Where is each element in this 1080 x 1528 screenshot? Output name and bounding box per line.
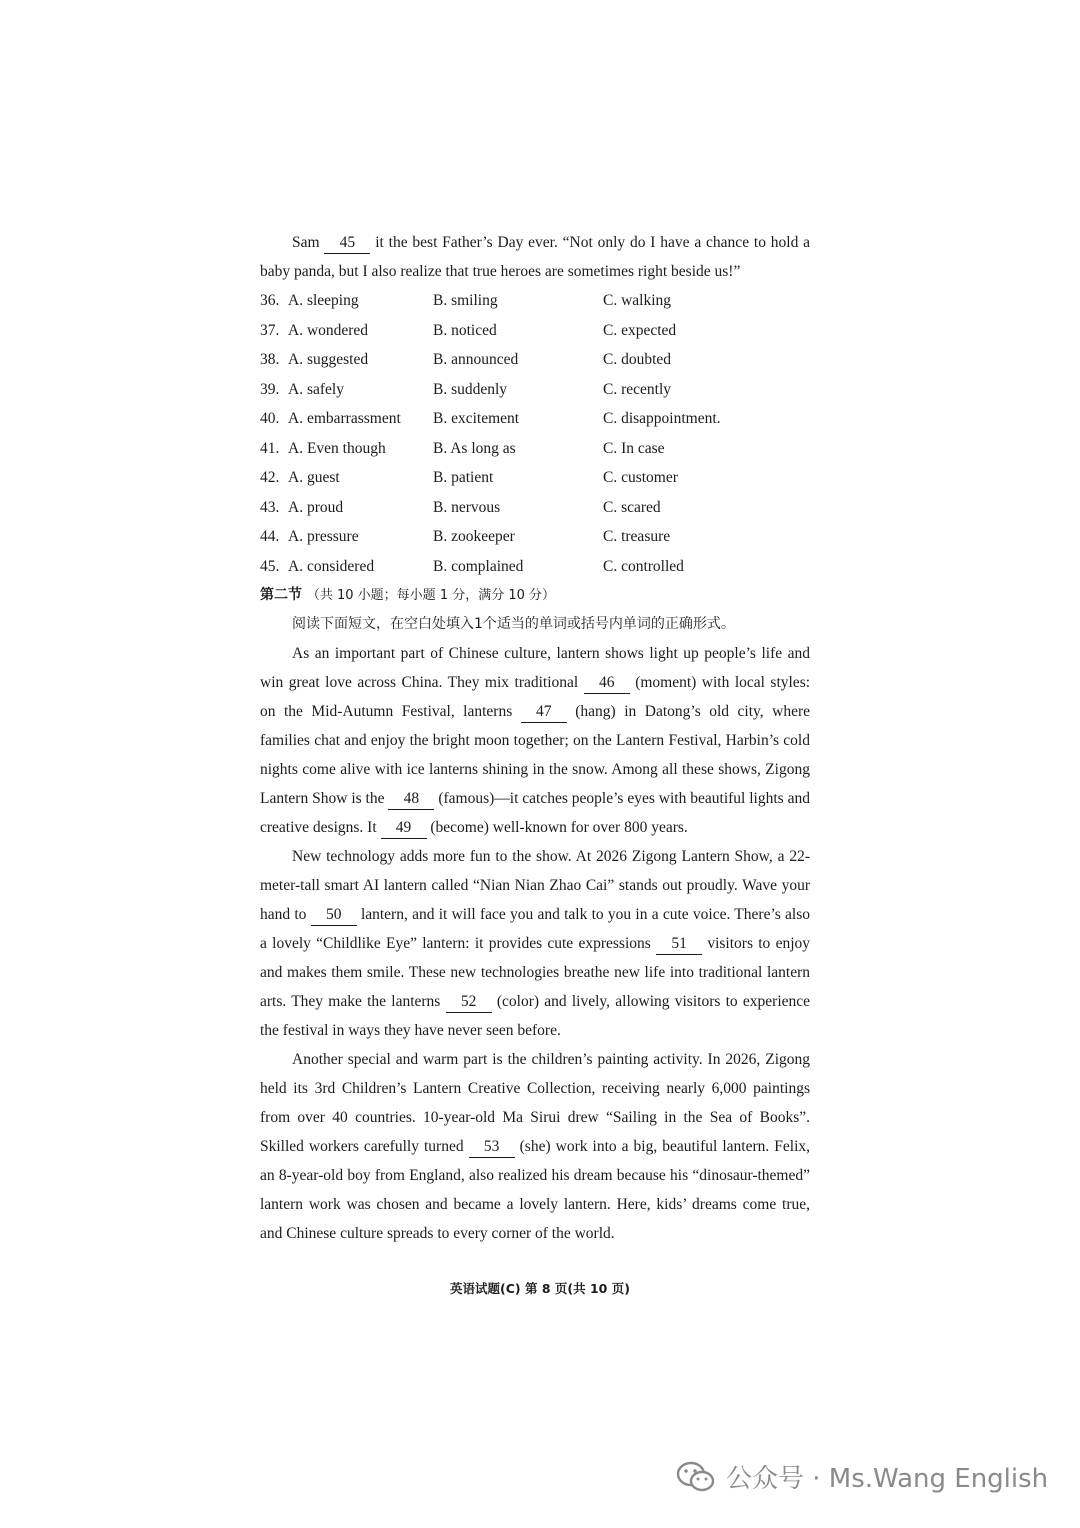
- option-c: C. customer: [603, 469, 678, 486]
- paragraph-3: [260, 1045, 810, 1248]
- blank-47: 47: [521, 702, 567, 723]
- option-c: C. disappointment.: [603, 410, 721, 427]
- option-c: C. expected: [603, 321, 677, 339]
- passage-text: it the best Father’s Day ever. “Not only do I have a chance to hold a baby panda, but I also realize that true heroes are sometimes right beside us!”: [260, 234, 811, 280]
- option-a: A. proud: [288, 498, 344, 516]
- option-c: C. recently: [603, 380, 672, 398]
- question-number: 37.: [260, 321, 280, 339]
- option-b: B. patient: [433, 469, 494, 486]
- question-number: 42.: [260, 469, 280, 486]
- option-a: A. considered: [288, 557, 375, 575]
- text: (color) and lively, allowing visitors to experience the festival in ways they have never seen before.: [260, 993, 811, 1039]
- question-number: 38.: [260, 351, 280, 368]
- passage-text: Sam: [292, 234, 320, 251]
- watermark-text: 公众号 · Ms.Wang English: [726, 1464, 1049, 1494]
- text: visitors to enjoy and makes them smile. These new technologies breathe new life into traditional lantern arts. They make the lanterns: [260, 935, 811, 1010]
- option-row: [260, 375, 810, 405]
- option-row: [260, 286, 810, 316]
- option-row: [260, 316, 810, 346]
- question-number: 36.: [260, 292, 280, 309]
- option-c: C. controlled: [603, 557, 684, 575]
- option-row: [260, 434, 810, 464]
- option-a: A. safely: [288, 380, 344, 398]
- option-row: [260, 404, 810, 434]
- option-c: C. treasure: [603, 528, 671, 545]
- text: (she) work into a big, beautiful lantern. Felix, an 8-year-old boy from England, also realized his dream because his “dinosaur-themed” lantern work was chosen and became a lovely lantern. Here, kids’ dreams come true, and Chinese culture spreads to every corner of the world.: [260, 1138, 811, 1242]
- option-b: B. As long as: [433, 439, 516, 457]
- option-b: B. noticed: [433, 321, 497, 339]
- text: (famous)—it catches people’s eyes with beautiful lights and creative designs. It: [260, 790, 810, 836]
- section-instruction: 阅读下面短文，在空白处填入1个适当的单词或括号内单词的正确形式。: [292, 616, 735, 632]
- paragraph-1: [260, 639, 810, 842]
- question-number: 43.: [260, 498, 280, 516]
- option-row: [260, 552, 810, 582]
- blank-50: 50: [311, 905, 357, 926]
- question-number: 41.: [260, 439, 280, 457]
- text: As an important part of Chinese culture, lantern shows light up people’s life and win great love across China. They mix traditional: [260, 645, 810, 691]
- option-c: C. In case: [603, 439, 665, 457]
- option-row: [260, 463, 810, 493]
- blank-45: 45: [324, 233, 370, 254]
- option-c: C. scared: [603, 498, 661, 516]
- blank-46: 46: [584, 673, 630, 694]
- option-c: C. doubted: [603, 351, 672, 368]
- text: lantern, and it will face you and talk to you in a cute voice. There’s also a lovely “Childlike Eye” lantern: it provides cute expressions: [260, 906, 810, 952]
- option-b: B. announced: [433, 351, 519, 368]
- section-heading: [260, 581, 810, 610]
- question-number: 44.: [260, 528, 280, 545]
- options-list: [260, 286, 810, 581]
- option-row: [260, 345, 810, 375]
- question-number: 40.: [260, 410, 280, 427]
- blank-51: 51: [656, 934, 702, 955]
- page-footer: 英语试题(C) 第 8 页(共 10 页): [450, 1281, 630, 1296]
- text: (moment) with local styles: on the Mid-Autumn Festival, lanterns: [260, 674, 811, 720]
- option-c: C. walking: [603, 292, 672, 309]
- option-b: B. complained: [433, 557, 524, 575]
- option-row: [260, 522, 810, 552]
- blank-52: 52: [446, 992, 492, 1013]
- question-number: 39.: [260, 380, 280, 398]
- text: (hang) in Datong’s old city, where families chat and enjoy the bright moon together; on the Lantern Festival, Harbin’s cold nights come alive with ice lanterns shining in the snow. Among all these shows, Zigong Lantern Show is the: [260, 703, 811, 807]
- section-note: （共 10 小题；每小题 1 分，满分 10 分）: [306, 588, 556, 603]
- section-title: 第二节: [260, 587, 302, 603]
- option-a: A. guest: [288, 469, 340, 486]
- option-a: A. embarrassment: [288, 410, 401, 427]
- text: (become) well-known for over 800 years.: [430, 819, 688, 836]
- question-number: 45.: [260, 557, 280, 575]
- option-a: A. suggested: [288, 351, 369, 368]
- blank-49: 49: [381, 818, 427, 839]
- paragraph-2: [260, 842, 810, 1045]
- option-b: B. smiling: [433, 292, 498, 309]
- exam-page: [260, 228, 810, 1248]
- passage-ending: [260, 228, 810, 286]
- text: Another special and warm part is the children’s painting activity. In 2026, Zigong held its 3rd Children’s Lantern Creative Collection, receiving nearly 6,000 paintings from over 40 countries. 10-year-old Ma Sirui drew “Sailing in the Sea of Books”. Skilled workers carefully turned: [260, 1051, 810, 1155]
- blank-53: 53: [469, 1137, 515, 1158]
- option-a: A. Even though: [288, 439, 386, 457]
- option-row: [260, 493, 810, 523]
- text: New technology adds more fun to the show. At 2026 Zigong Lantern Show, a 22-meter-tall smart AI lantern called “Nian Nian Zhao Cai” stands out proudly. Wave your hand to: [260, 848, 810, 923]
- option-b: B. suddenly: [433, 380, 508, 398]
- option-b: B. nervous: [433, 498, 501, 516]
- option-a: A. pressure: [288, 528, 359, 545]
- option-b: B. excitement: [433, 410, 520, 427]
- option-a: A. sleeping: [288, 292, 359, 309]
- option-a: A. wondered: [288, 321, 369, 339]
- wechat-icon: [676, 1460, 716, 1494]
- watermark: [676, 1458, 1048, 1495]
- option-b: B. zookeeper: [433, 528, 515, 545]
- blank-48: 48: [388, 789, 434, 810]
